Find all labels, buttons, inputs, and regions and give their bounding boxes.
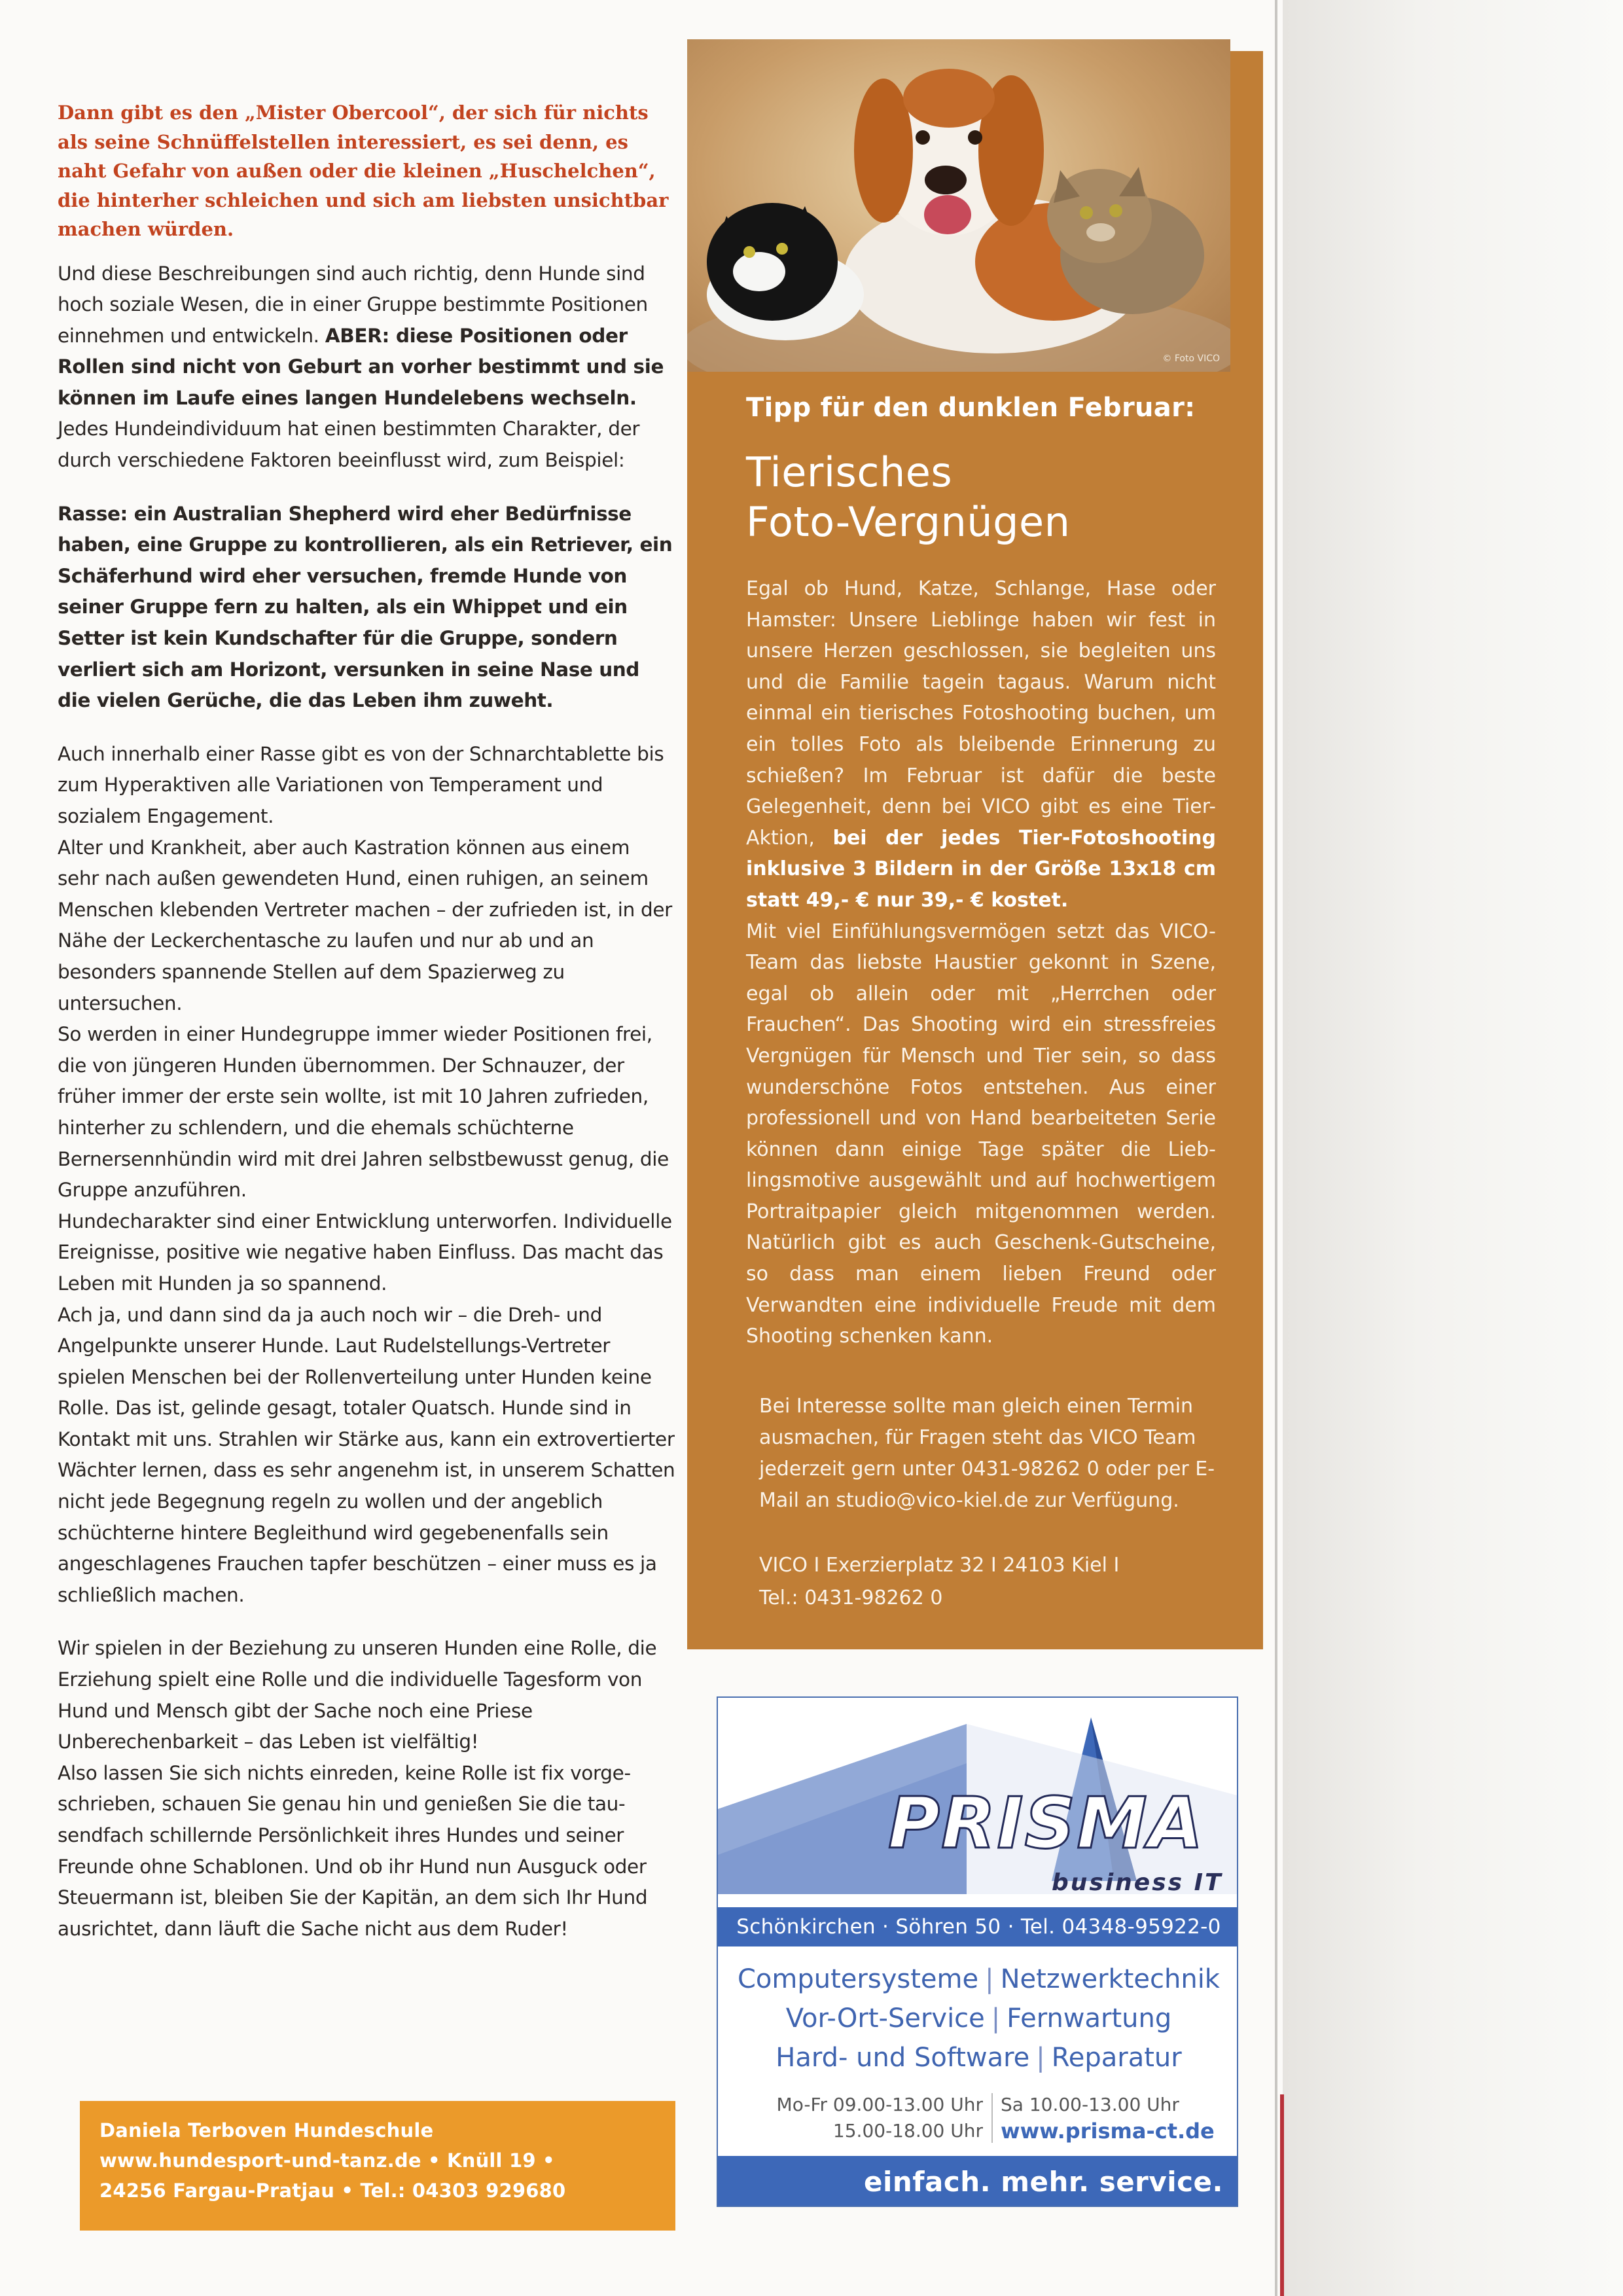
photo-credit: © Foto VICO (1162, 353, 1220, 364)
prisma-services (718, 1960, 1238, 2077)
feature-headline (746, 448, 1070, 547)
paragraph-10: Also lassen Sie sich nichts einreden, keine Rolle ist fix vorgeschrieben, schauen Sie genau hin und genießen Sie die tausendfach schillernde Persönlichkeit ihres Hundes und seiner Freunde ohne Schablonen. Und ob ihr Hund nun Ausguck oder Steuermann ist, bleiben Sie der Kapitän, an dem sich Ihr Hund ausrichtet, dann läuft die Sache nicht aus dem Ruder! (58, 1761, 648, 1940)
feature-body (746, 573, 1216, 1352)
pet-photo (687, 39, 1230, 372)
service-row-1: Computersysteme | Netzwerktechnik (738, 1964, 1220, 1994)
service-vor-ort: Vor-Ort-Service (785, 2003, 985, 2034)
paragraph-5: Alter und Krankheit, aber auch Kastration können aus einem sehr nach außen gewendeten Hund, einen ruhigen, an seinem Menschen klebenden Vertreter machen – der zufrieden ist, in der Nähe der Leckerchentasche zu laufen und nur ab und an besonders spannende Stellen auf dem Spazierweg zu untersuchen. (58, 836, 672, 1014)
paragraph-8: Ach ja, und dann sind da ja auch noch wir – die Dreh- und Angelpunkte unserer Hunde. Laut Rudelstellungs-Vertreter spielen Menschen bei der Rollenverteilung unter Hunden keine Rolle. Das ist, gelinde gesagt, totaler Quatsch. Hunde sind in Kontakt mit uns. Strahlen wir Stärke aus, kann ein extrovertierter Wächter lernen, dass es sehr angenehm ist, in unserem Schatten nicht jede Begegnung regeln zu wollen und der angeblich schüchterne hintere Begleithund wird gegebenenfalls sein angeschlagenes Frauchen tapfer beschützen – einer muss es ja schließlich machen. (58, 1303, 675, 1606)
headline-line-1: Tierisches (746, 448, 953, 496)
tipp-heading: Tipp für den dunklen Februar: (746, 393, 1196, 423)
author-city-phone: 24256 Fargau-Pratjau • Tel.: 04303 929680 (99, 2179, 566, 2202)
paragraph-7: Hundecharakter sind einer Entwicklung unterworfen. Individuelle Ereignisse, positive wie negative haben Einfluss. Das macht das Leben mit Hunden ja so spannend. (58, 1210, 672, 1295)
prisma-logo-area (718, 1698, 1238, 1907)
service-row-2: Vor-Ort-Service | Fernwartung (785, 2003, 1172, 2034)
intro-paragraph: Dann gibt es den „Mister Obercool“, der sich für nichts als seine Schnüffelstellen interessiert, es sei denn, es naht Gefahr von außen oder die kleinen „Huschelchen“, die hinterher schleichen und sich am liebsten unsichtbar machen würden. (58, 101, 669, 240)
prisma-advertisement (717, 1696, 1238, 2207)
paragraph-9: Wir spielen in der Beziehung zu unseren Hunden eine Rolle, die Erziehung spielt eine Rolle und die individuelle Tagesform von Hund und Mensch gibt der Sache noch eine Priese Unberechenbarkeit – das Leben ist vielfältig! (58, 1637, 657, 1753)
hours-saturday: Sa 10.00-13.00 Uhr (1001, 2094, 1179, 2115)
hours-weekday-2: 15.00-18.00 Uhr (832, 2120, 983, 2142)
service-reparatur: Reparatur (1051, 2043, 1182, 2073)
prisma-website-link[interactable]: www.prisma-ct.de (1001, 2119, 1215, 2144)
author-box (80, 2101, 675, 2231)
paragraph-breed: Rasse: ein Australian Shepherd wird eher Bedürfnisse haben, eine Gruppe zu kontrollieren, als ein Retriever, ein Schäferhund wird eher versuchen, fremde Hunde von seiner Gruppe fern zu halten, als ein Whippet und ein Setter ist kein Kundschafter für die Gruppe, sondern verliert sich am Horizont, versunken in seine Nase und die vielen Gerüche, die das Leben ihm zuweht. (58, 502, 673, 712)
prisma-address-bar: Schönkirchen · Söhren 50 · Tel. 04348-95922-0 (718, 1907, 1238, 1946)
service-row-3: Hard- und Software | Reparatur (776, 2043, 1182, 2073)
prisma-brand-name: PRISMA (888, 1783, 1205, 1865)
feature-contact: Bei Interesse sollte man gleich einen Termin ausmachen, für Fragen steht das VICO Team jederzeit gern unter 0431-98262 0 oder per E-Mail an studio@vico-kiel.de zur Verfügung. (759, 1395, 1215, 1512)
paragraph-4: Auch innerhalb einer Rasse gibt es von der Schnarchtablette bis zum Hyperaktiven alle Variationen von Temperament und sozialem Engagement. (58, 742, 664, 827)
feature-address (759, 1549, 1217, 1615)
headline-line-2: Foto-Vergnügen (746, 498, 1071, 546)
feature-body-a (746, 573, 1216, 916)
service-computersysteme: Computersysteme (738, 1964, 979, 1994)
paragraph-1-text: Und diese Beschreibungen sind auch richtig, denn Hunde sind hoch soziale Wesen, die in einer Gruppe bestimmte Positionen einnehmen und entwickeln. (58, 262, 648, 347)
service-fernwartung: Fernwartung (1007, 2003, 1172, 2034)
paragraph-6: So werden in einer Hundegruppe immer wieder Positionen frei, die von jüngeren Hunden übernommen. Der Schnauzer, der früher immer der erste sein wollte, ist mit 10 Jahren zufrieden, hinterher zu schlendern, und die ehemals schüchterne Bernersennhündin wird mit drei Jahren selbstbewusst genug, die Gruppe anzuführen. (58, 1023, 669, 1202)
author-web-street: www.hundesport-und-tanz.de • Knüll 19 • (99, 2149, 555, 2172)
feature-body-offer: bei der jedes Tier-Fotoshooting inklusive 3 Bildern in der Größe 13x18 cm statt 49,- € nur 39,- € kostet. (746, 826, 1216, 912)
prisma-tagline: business IT (1052, 1869, 1223, 1896)
address-line-2: Tel.: 0431-98262 0 (759, 1587, 943, 1609)
feature-body-a-text: Egal ob Hund, Katze, Schlange, Hase oder Hamster: Unsere Lieblinge haben wir fest in unsere Herzen geschlossen, sie begleiten uns und die Familie tagein tagaus. Warum nicht einmal ein tierisches Fotoshooting buchen, um ein tolles Foto als bleibende Erinnerung zu schießen? Im Februar ist dafür die beste Gelegenheit, denn bei VICO gibt es eine Tier-Aktion, (746, 577, 1216, 850)
hours-weekday-1: Mo-Fr 09.00-13.00 Uhr (776, 2094, 983, 2115)
page-edge-shadow (1283, 0, 1623, 2296)
paragraph-2: Jedes Hundeindividuum hat einen bestimmten Charakter, der durch verschiedene Faktoren beeinflusst wird, zum Beispiel: (58, 418, 640, 472)
feature-body-b: Mit viel Einfühlungsvermögen setzt das VICO-Team das liebste Haustier gekonnt in Szene, egal ob allein oder mit „Herrchen oder Frauchen“. Das Shooting wird ein stressfreies Vergnügen für Mensch und Tier sein, so dass wunderschöne Fotos entstehen. Aus einer professionell und von Hand bearbeiteten Serie können dann einige Tage später die Lieblingsmotive ausgewählt und auf hochwertigem Portraitpapier gleich mitgenommen werden. Natürlich gibt es auch Geschenk-Gutscheine, so dass man einem lieben Freund oder Verwandten eine individuelle Freude mit dem Shooting schenken kann. (746, 920, 1216, 1348)
prisma-slogan: einfach. mehr. service. (718, 2156, 1238, 2207)
page-fold-line (1275, 0, 1277, 2296)
paragraph-1 (58, 259, 676, 414)
paragraph-1-bold: ABER: diese Positionen oder Rollen sind nicht von Geburt an vorher bestimmt und sie können im Laufe eines langen Hundelebens wechseln. (58, 324, 664, 409)
service-netzwerktechnik: Netzwerktechnik (1000, 1964, 1220, 1994)
author-name: Daniela Terboven Hundeschule (99, 2119, 434, 2142)
address-line-1: VICO I Exerzierplatz 32 I 24103 Kiel I (759, 1554, 1120, 1577)
service-hard-software: Hard- und Software (776, 2043, 1030, 2073)
red-edge-strip (1280, 2094, 1284, 2296)
article-left-column (58, 98, 676, 1945)
pet-photo-illustration (687, 39, 1230, 372)
